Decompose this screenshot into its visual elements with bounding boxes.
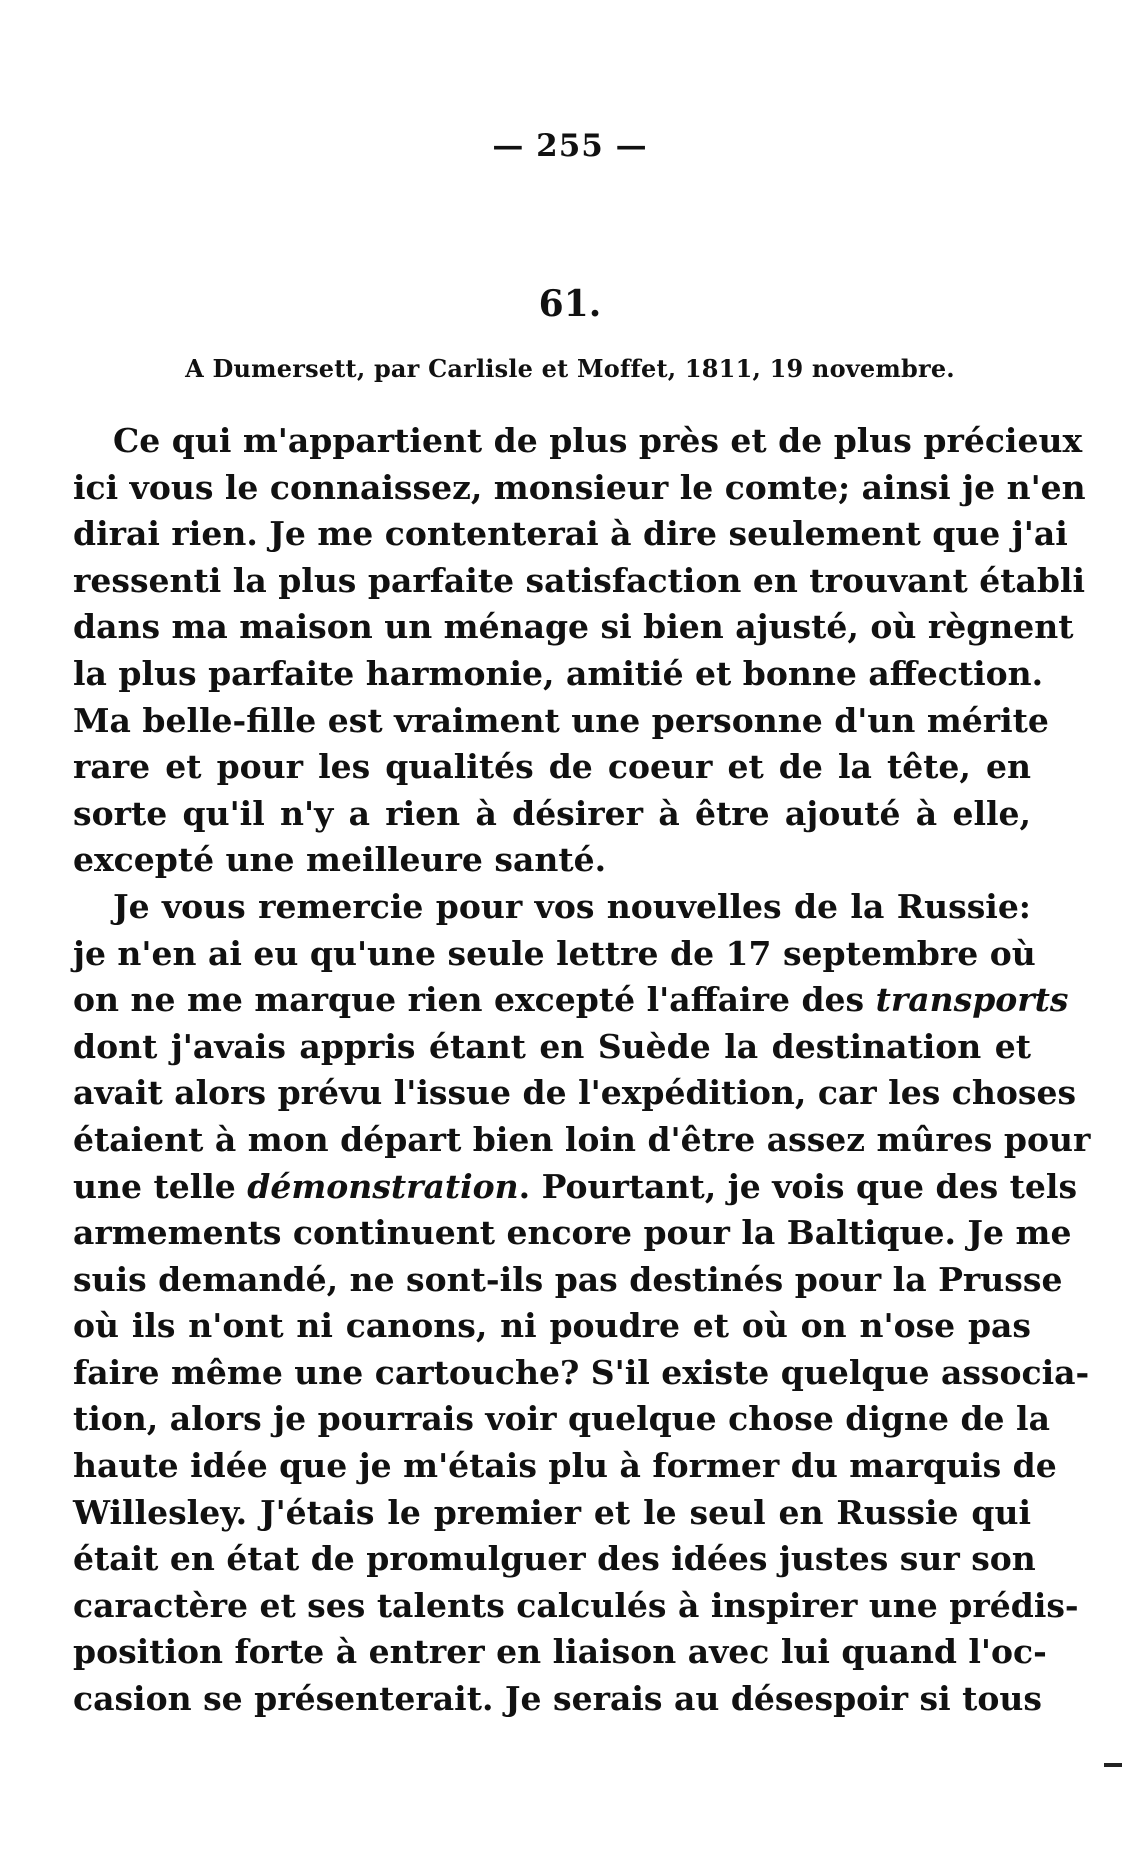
text-line: Willesley. J'étais le premier et le seul en Russie qui	[73, 1492, 1031, 1532]
text-line: tion, alors je pourrais voir quelque chose digne de la	[73, 1399, 1050, 1439]
text-line: rare et pour les qualités de coeur et de la tête, en	[73, 747, 1031, 787]
text-line: Ce qui m'appartient de plus près et de plus précieux	[113, 421, 1083, 460]
letter-body	[73, 418, 1091, 1723]
text-line: ici vous le connaissez, monsieur le comte; ainsi je n'en	[73, 467, 1086, 507]
text-line: casion se présenterait. Je serais au désespoir si tous	[73, 1679, 1042, 1719]
text-line: était en état de promulguer des idées justes sur son	[73, 1539, 1036, 1579]
letter-dateline: A Dumersett, par Carlisle et Moffet, 1811, 19 novembre.	[185, 354, 955, 383]
text-line: ressenti la plus parfaite satisfaction en trouvant établi	[73, 560, 1085, 600]
text-line: la plus parfaite harmonie, amitié et bonne affection.	[73, 653, 1044, 693]
text-line: avait alors prévu l'issue de l'expédition, car les choses	[73, 1073, 1077, 1113]
text-line: sorte qu'il n'y a rien à désirer à être ajouté à elle,	[73, 793, 1031, 833]
margin-mark	[1104, 1763, 1122, 1767]
text-line: on ne me marque rien excepté l'affaire des transports	[73, 980, 1069, 1020]
text-line: une telle démonstration. Pourtant, je vois que des tels	[73, 1166, 1078, 1206]
page-number: — 255 —	[492, 128, 648, 164]
text-line: caractère et ses talents calculés à inspirer une prédis-	[73, 1585, 1079, 1625]
text-line: Ma belle-fille est vraiment une personne d'un mérite	[73, 700, 1049, 740]
paragraph-1	[73, 418, 1086, 884]
italic-word: transports	[875, 980, 1069, 1020]
text-line: Je vous remercie pour vos nouvelles de la Russie:	[113, 886, 1031, 926]
text-line: où ils n'ont ni canons, ni poudre et où on n'ose pas	[73, 1306, 1031, 1346]
text-line: dirai rien. Je me contenterai à dire seulement que j'ai	[73, 514, 1068, 554]
text-line: dans ma maison un ménage si bien ajusté, où règnent	[73, 607, 1074, 647]
text-line: position forte à entrer en liaison avec lui quand l'oc-	[73, 1632, 1047, 1672]
text-line: haute idée que je m'étais plu à former du marquis de	[73, 1446, 1057, 1486]
text-line: armements continuent encore pour la Baltique. Je me	[73, 1213, 1072, 1253]
text-line: je n'en ai eu qu'une seule lettre de 17 septembre où	[73, 933, 1036, 973]
text-line: étaient à mon départ bien loin d'être assez mûres pour	[73, 1119, 1091, 1159]
text-line: dont j'avais appris étant en Suède la destination et	[73, 1026, 1031, 1066]
italic-word: démonstration	[247, 1166, 519, 1206]
text-line: suis demandé, ne sont-ils pas destinés pour la Prusse	[73, 1259, 1063, 1299]
letter-number: 61.	[538, 283, 602, 325]
paragraph-2	[73, 884, 1091, 1723]
text-line: excepté une meilleure santé.	[73, 840, 607, 880]
text-line: faire même une cartouche? S'il existe quelque associa-	[73, 1352, 1090, 1392]
